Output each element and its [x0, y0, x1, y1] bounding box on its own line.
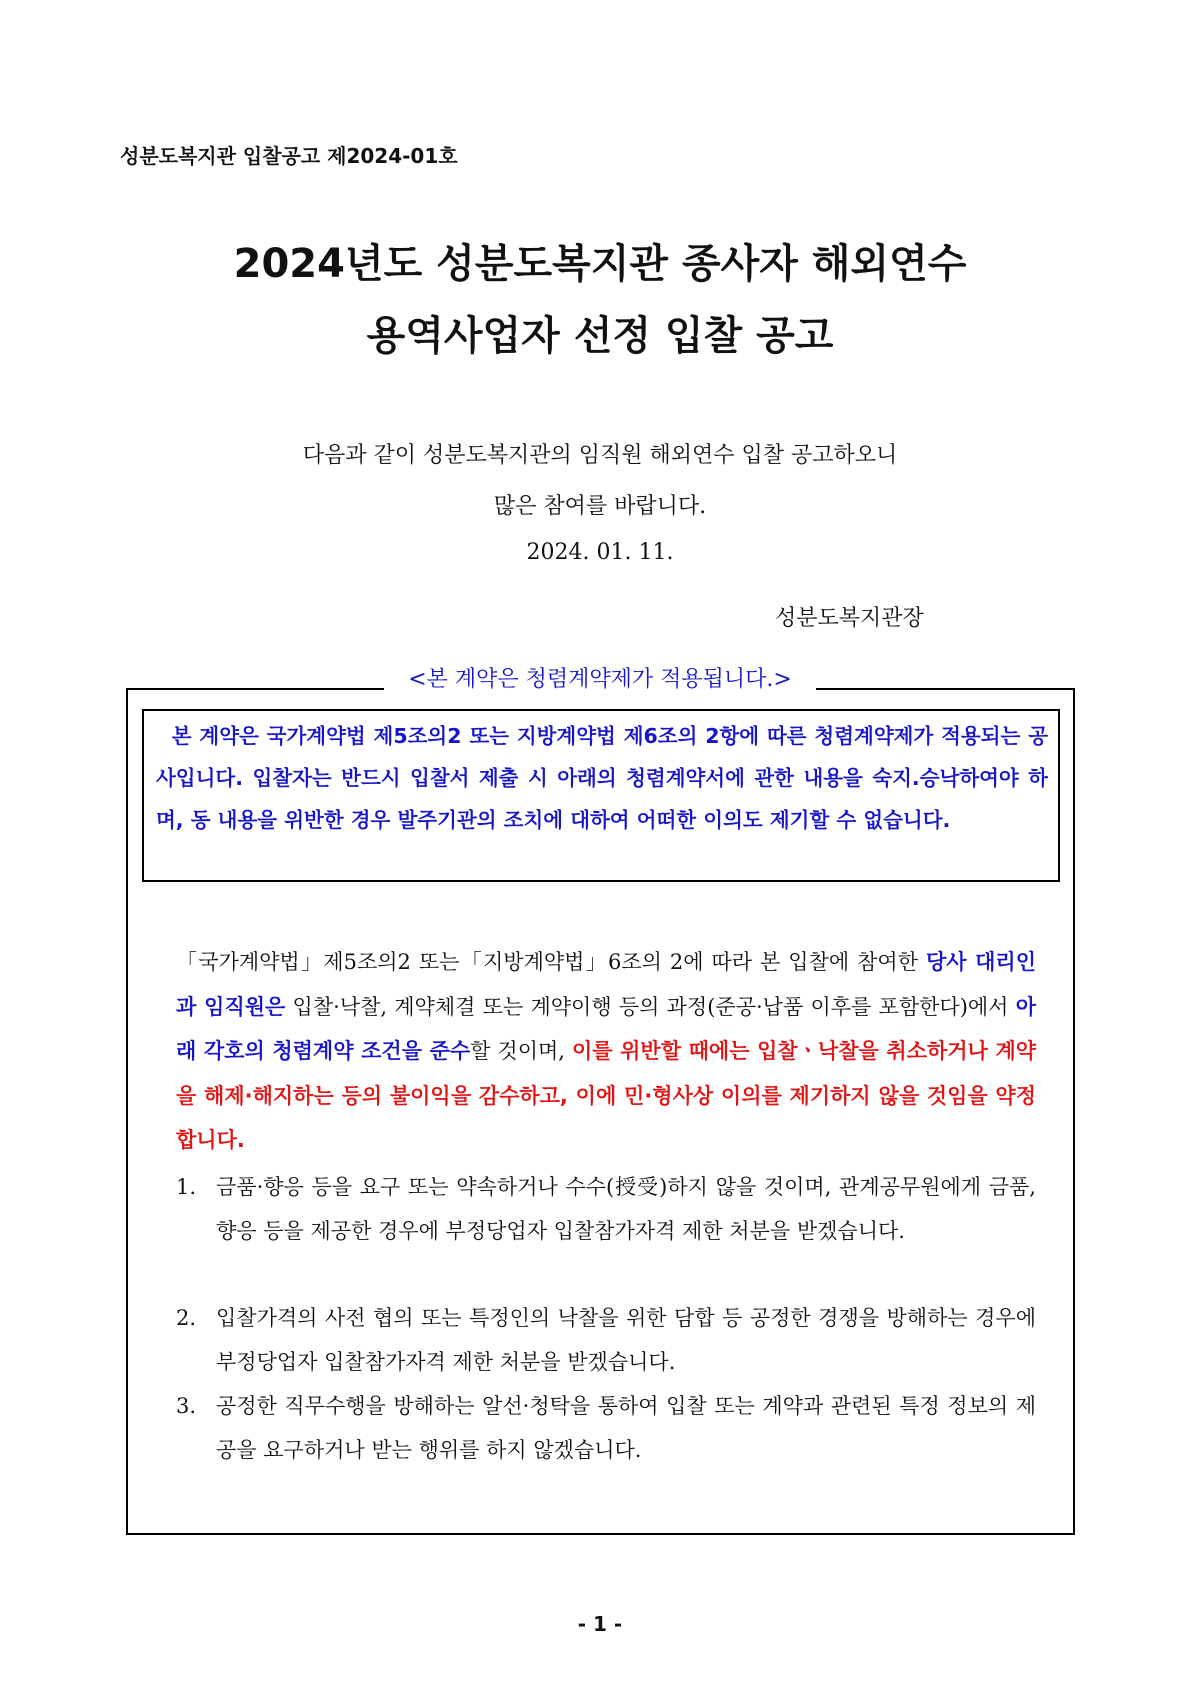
- intro-line-1: 다음과 같이 성분도복지관의 임직원 해외연수 입찰 공고하오니: [302, 443, 898, 468]
- signer: 성분도복지관장: [775, 606, 924, 631]
- page-title: [0, 228, 1200, 372]
- title-line-2: 용역사업자 선정 입찰 공고: [366, 313, 834, 359]
- intro-text: [0, 430, 1200, 532]
- list-item: [176, 1296, 1036, 1384]
- list-item: [176, 1165, 1036, 1253]
- notice-date: 2024. 01. 11.: [526, 540, 674, 565]
- list-item-number: 2.: [176, 1306, 197, 1330]
- pledge-part-6: 이를 위반할 때에는 입찰ㆍ낙찰을 취소하거나 계약을 해제·해지하는 등의 불이익을 감수하고, 이에 민·형사상 이의를 제기하지 않을 것임을 약정합니다.: [176, 1039, 1037, 1152]
- page-number: - 1 -: [577, 1612, 623, 1636]
- list-item: [176, 1384, 1036, 1472]
- list-item-text: 입찰가격의 사전 협의 또는 특정인의 낙찰을 위한 담합 등 공정한 경쟁을 방해하는 경우에 부정당업자 입찰참가자격 제한 처분을 받겠습니다.: [216, 1306, 1036, 1374]
- list-item-number: 1.: [176, 1175, 197, 1199]
- pledge-part-2: 당사 대리인과 임직원은: [176, 950, 1037, 1019]
- integrity-legend-text: <본 계약은 청렴계약제가 적용됩니다.>: [384, 667, 816, 692]
- notice-number: 성분도복지관 입찰공고 제2024-01호: [120, 144, 458, 168]
- integrity-notice-body: 본 계약은 국가계약법 제5조의2 또는 지방계약법 제6조의 2항에 따른 청렴계약제가 적용되는 공사입니다. 입찰자는 반드시 입찰서 제출 시 아래의 청렴계약서에 관한 내용을 숙지.승낙하여야 하며, 동 내용을 위반한 경우 발주기관의 조치에 대하여 어떠한 이의도 제기할 수 없습니다.: [156, 724, 1048, 832]
- pledge-part-3: 입찰·낙찰, 계약체결 또는 계약이행 등의 과정(준공·납품 이후를 포함한다)에서: [285, 994, 1016, 1019]
- integrity-notice-text: [156, 715, 1048, 841]
- pledge-part-4: 아래 각호의 청렴계약 조건을 준수: [176, 994, 1036, 1063]
- integrity-legend: [0, 662, 1200, 693]
- list-item-number: 3.: [176, 1394, 197, 1418]
- list-item-text: 금품·향응 등을 요구 또는 약속하거나 수수(授受)하지 않을 것이며, 관계공무원에게 금품, 향응 등을 제공한 경우에 부정당업자 입찰참가자격 제한 처분을 받겠습니다.: [216, 1175, 1036, 1243]
- pledge-paragraph: [176, 940, 1036, 1163]
- integrity-notice-box: [142, 709, 1060, 882]
- list-item-text: 공정한 직무수행을 방해하는 알선·청탁을 통하여 입찰 또는 계약과 관련된 특정 정보의 제공을 요구하거나 받는 행위를 하지 않겠습니다.: [216, 1394, 1036, 1462]
- title-line-1: 2024년도 성분도복지관 종사자 해외연수: [233, 241, 967, 287]
- pledge-part-5: 할 것이며,: [470, 1039, 572, 1063]
- pledge-part-1: 「국가계약법」제5조의2 또는「지방계약법」6조의 2에 따라 본 입찰에 참여한: [176, 950, 926, 974]
- intro-line-2: 많은 참여를 바랍니다.: [493, 494, 707, 519]
